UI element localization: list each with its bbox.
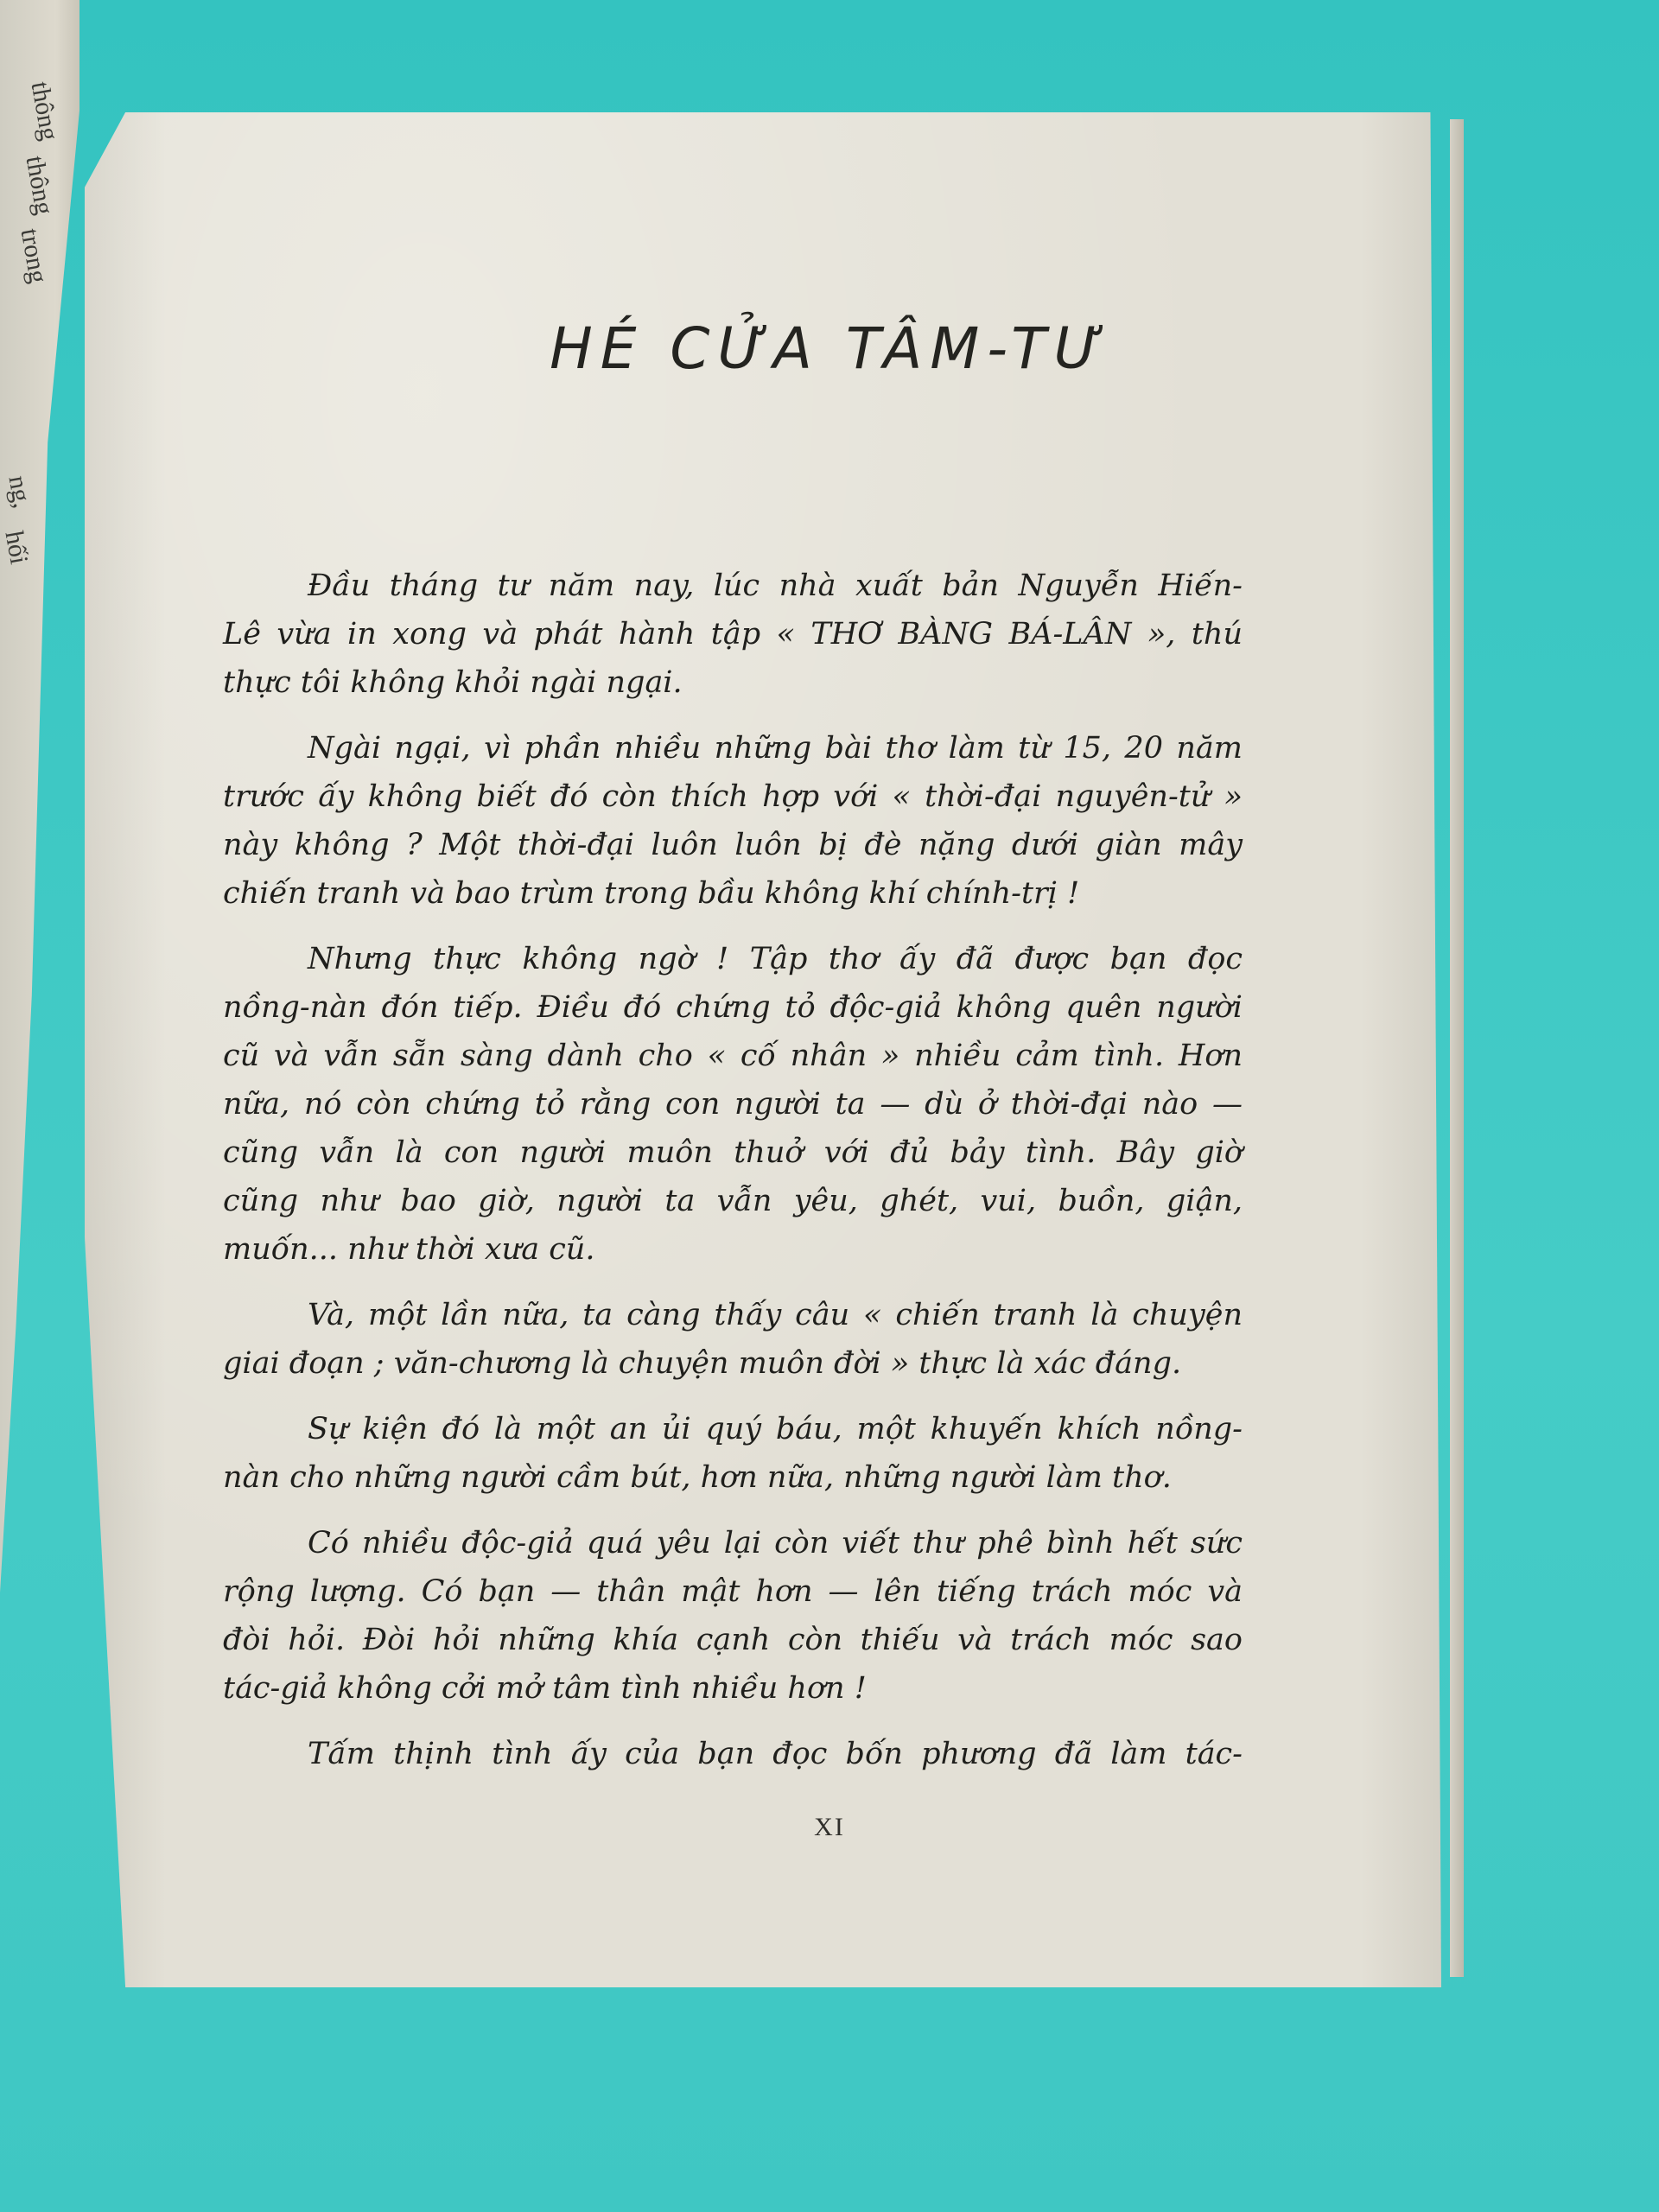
text-line: muốn... như thời xưa cũ. — [223, 1232, 595, 1267]
text-line: nồng-nàn đón tiếp. Điều đó chứng tỏ độc-giả không quên người — [223, 990, 1243, 1025]
text-line: Ngài ngại, vì phần nhiều những bài thơ làm từ 15, 20 năm — [308, 731, 1243, 766]
text-line: Tấm thịnh tình ấy của bạn đọc bốn phương đã làm tác- — [308, 1737, 1243, 1771]
text-line: nàn cho những người cầm bút, hơn nữa, những người làm thơ. — [223, 1460, 1172, 1495]
left-page-fragment: thông — [20, 154, 59, 218]
text-line: cũ và vẫn sẵn sàng dành cho « cố nhân » nhiều cảm tình. Hơn — [223, 1039, 1243, 1073]
text-line: Có nhiều độc-giả quá yêu lại còn viết thư phê bình hết sức — [308, 1526, 1243, 1560]
page-edge-shadow — [1450, 119, 1464, 1977]
chapter-heading: HÉ CỬA TÂM-TƯ — [550, 315, 1109, 382]
left-page-fragment: hối — [0, 529, 34, 567]
left-page-fragment: thông — [25, 79, 64, 143]
text-line: chiến tranh và bao trùm trong bầu không khí chính-trị ! — [223, 876, 1080, 911]
text-line: Và, một lần nữa, ta càng thấy câu « chiến tranh là chuyện — [308, 1298, 1243, 1332]
text-line: thực tôi không khỏi ngài ngại. — [223, 665, 683, 700]
text-line: nữa, nó còn chứng tỏ rằng con người ta — dù ở thời-đại nào — — [223, 1087, 1243, 1122]
text-line: trước ấy không biết đó còn thích hợp với « thời-đại nguyên-tử » — [223, 779, 1243, 814]
page-number: XI — [814, 1813, 845, 1841]
text-line: Lê vừa in xong và phát hành tập « THƠ BÀNG BÁ-LÂN », thú — [223, 617, 1243, 652]
left-page-fragment: trong — [15, 226, 53, 286]
text-line: Đầu tháng tư năm nay, lúc nhà xuất bản Nguyễn Hiến- — [308, 569, 1243, 603]
text-line: rộng lượng. Có bạn — thân mật hơn — lên tiếng trách móc và — [223, 1574, 1243, 1609]
text-line: này không ? Một thời-đại luôn luôn bị đè nặng dưới giàn mây — [223, 828, 1243, 862]
text-line: giai đoạn ; văn-chương là chuyện muôn đời » thực là xác đáng. — [223, 1346, 1182, 1381]
left-page-fragment: ng, — [3, 474, 37, 511]
text-line: tác-giả không cởi mở tâm tình nhiều hơn ! — [223, 1671, 867, 1706]
text-line: cũng như bao giờ, người ta vẫn yêu, ghét, vui, buồn, giận, — [223, 1184, 1243, 1218]
text-line: Nhưng thực không ngờ ! Tập thơ ấy đã được bạn đọc — [308, 942, 1243, 976]
text-line: cũng vẫn là con người muôn thuở với đủ bảy tình. Bây giờ — [223, 1135, 1243, 1170]
body-text — [223, 562, 1243, 1778]
text-line: Sự kiện đó là một an ủi quý báu, một khuyến khích nồng- — [308, 1412, 1243, 1446]
text-line: đòi hỏi. Đòi hỏi những khía cạnh còn thiếu và trách móc sao — [223, 1623, 1243, 1657]
